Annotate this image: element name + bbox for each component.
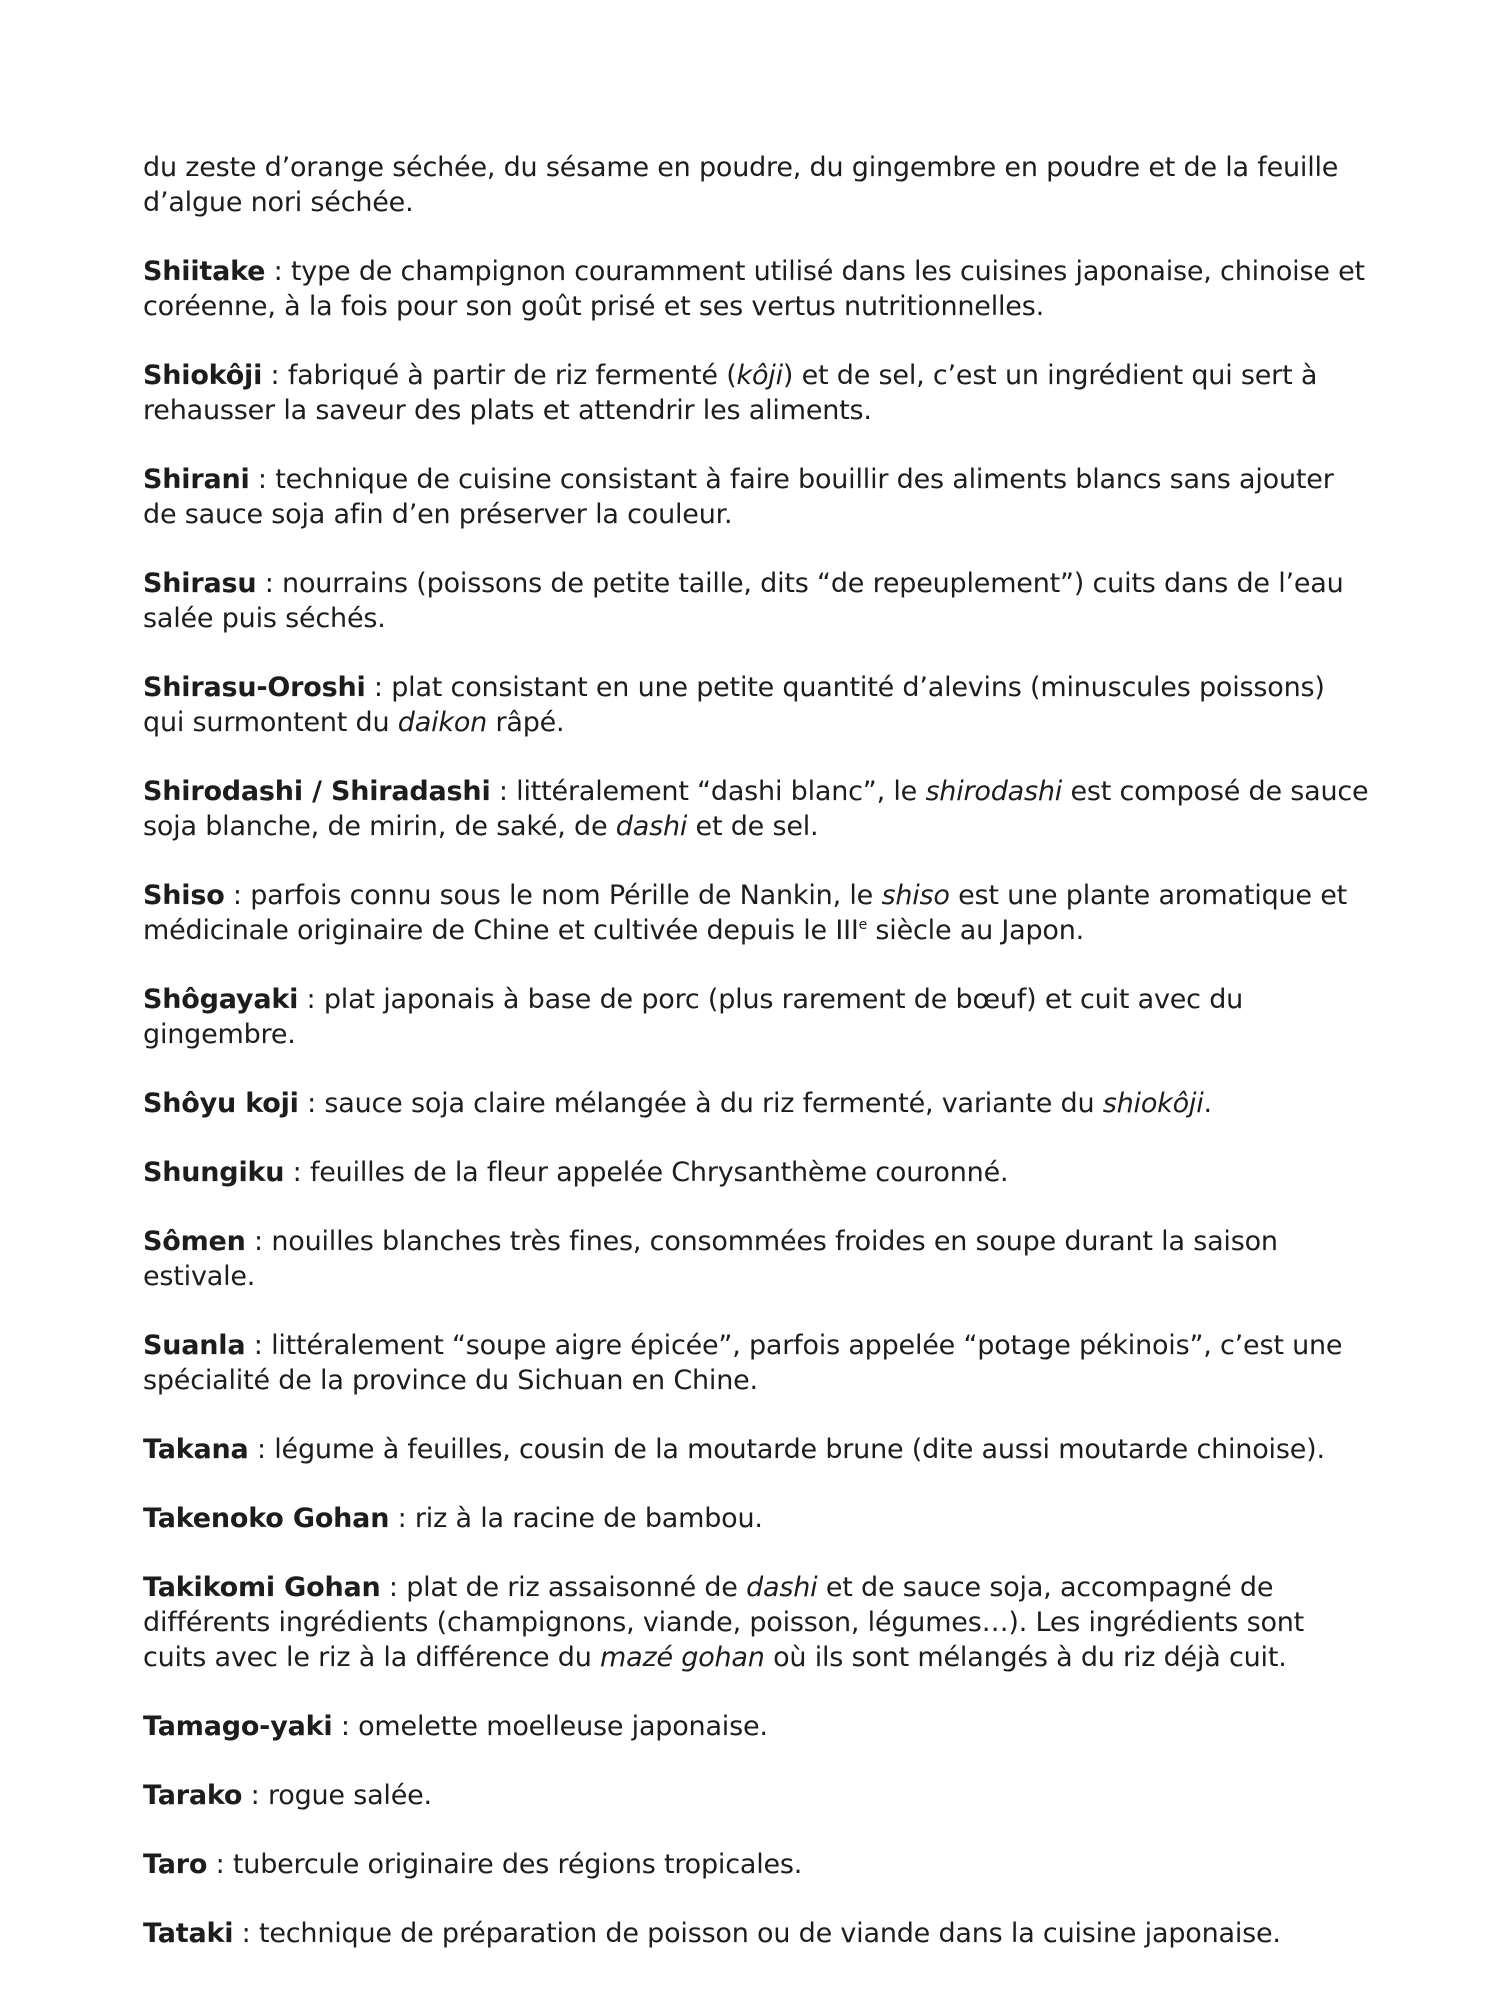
definition-text: sauce soja claire mélangée à du riz fermenté, variante du xyxy=(324,1088,1103,1119)
glossary-entry xyxy=(143,1432,1373,1467)
definition-text: type de champignon couramment utilisé dans les cuisines japonaise, chinoise et coréenne, à la fois pour son goût prisé et ses vertus nutritionnelles. xyxy=(143,256,1365,322)
glossary-entry xyxy=(143,254,1373,324)
term-separator: : xyxy=(207,1849,233,1880)
definition-text: shiokôji xyxy=(1102,1088,1204,1119)
definition-text: rogue salée. xyxy=(267,1780,432,1811)
definition-text: dashi xyxy=(615,811,688,842)
term-separator: : xyxy=(262,360,288,391)
glossary-term: Tamago-yaki xyxy=(143,1711,333,1742)
continuation-paragraph: du zeste d’orange séchée, du sésame en poudre, du gingembre en poudre et de la feuille d’algue nori séchée. xyxy=(143,152,1339,218)
glossary-entry xyxy=(143,982,1373,1052)
term-separator: : xyxy=(256,568,283,599)
glossary-entry xyxy=(143,878,1373,948)
glossary-entry xyxy=(143,1570,1373,1675)
glossary-entry xyxy=(143,1086,1373,1121)
definition-text: technique de préparation de poisson ou de viande dans la cuisine japonaise. xyxy=(258,1918,1281,1949)
glossary-entry xyxy=(143,1916,1373,1951)
definition-text: e xyxy=(858,917,868,933)
glossary-term: Takana xyxy=(143,1434,249,1465)
term-separator: : xyxy=(249,464,276,495)
term-separator: : xyxy=(245,1330,272,1361)
definition-text: et de sauce soja, accompagné de différents ingrédients (champignons, viande, poisson, légumes…). Les ingrédients sont cuits avec le riz à la différence du xyxy=(143,1572,1305,1673)
glossary-entry xyxy=(143,1709,1373,1744)
glossary-term: Shirasu xyxy=(143,568,257,599)
glossary-term: Takenoko Gohan xyxy=(143,1503,390,1534)
definition-text: où ils sont mélangés à du riz déjà cuit. xyxy=(764,1642,1287,1673)
glossary-term: Takikomi Gohan xyxy=(143,1572,381,1603)
definition-text: shirodashi xyxy=(925,776,1063,807)
glossary-term: Shirani xyxy=(143,464,250,495)
definition-text: ) et de sel, c’est un ingrédient qui sert à rehausser la saveur des plats et attendrir les aliments. xyxy=(143,360,1318,426)
term-separator: : xyxy=(284,1157,310,1188)
term-separator: : xyxy=(233,1918,259,1949)
definition-text: est composé de sauce soja blanche, de mirin, de saké, de xyxy=(143,776,1369,842)
glossary-term: Shirodashi / Shiradashi xyxy=(143,776,491,807)
definition-text: technique de cuisine consistant à faire bouillir des aliments blancs sans ajouter de sauce soja afin d’en préserver la couleur. xyxy=(143,464,1334,530)
term-separator: : xyxy=(248,1434,275,1465)
glossary-entry xyxy=(143,1501,1373,1536)
definition-text: plat de riz assaisonné de xyxy=(406,1572,747,1603)
glossary-entries xyxy=(143,254,1373,1951)
glossary-term: Shungiku xyxy=(143,1157,285,1188)
definition-text: râpé. xyxy=(487,707,565,738)
definition-text: plat japonais à base de porc (plus rarement de bœuf) et cuit avec du gingembre. xyxy=(143,984,1244,1050)
glossary-entry xyxy=(143,1778,1373,1813)
term-separator: : xyxy=(224,880,251,911)
term-separator: : xyxy=(298,1088,325,1119)
definition-text: est une plante aromatique et médicinale originaire de Chine et cultivée depuis le III xyxy=(143,880,1348,946)
term-separator: : xyxy=(389,1503,415,1534)
glossary-term: Shiso xyxy=(143,880,225,911)
definition-text: feuilles de la fleur appelée Chrysanthème couronné. xyxy=(309,1157,1009,1188)
term-separator: : xyxy=(365,672,392,703)
definition-text: et de sel. xyxy=(687,811,819,842)
definition-text: dashi xyxy=(746,1572,818,1603)
definition-text: shiso xyxy=(881,880,950,911)
glossary-term: Suanla xyxy=(143,1330,246,1361)
glossary-entry xyxy=(143,462,1373,532)
glossary-term: Tataki xyxy=(143,1918,234,1949)
term-separator: : xyxy=(242,1780,268,1811)
definition-text: légume à feuilles, cousin de la moutarde brune (dite aussi moutarde chinoise). xyxy=(274,1434,1325,1465)
glossary-entry xyxy=(143,1847,1373,1882)
definition-text: omelette moelleuse japonaise. xyxy=(358,1711,768,1742)
term-separator: : xyxy=(298,984,324,1015)
glossary-term: Tarako xyxy=(143,1780,243,1811)
glossary-entry xyxy=(143,1155,1373,1190)
definition-text: parfois connu sous le nom Pérille de Nankin, le xyxy=(250,880,882,911)
glossary-term: Shôgayaki xyxy=(143,984,299,1015)
definition-text: tubercule originaire des régions tropicales. xyxy=(232,1849,803,1880)
glossary-entry xyxy=(143,1328,1373,1398)
definition-text: . xyxy=(1203,1088,1212,1119)
definition-text: riz à la racine de bambou. xyxy=(414,1503,763,1534)
glossary-entry xyxy=(143,358,1373,428)
glossary-term: Shiokôji xyxy=(143,360,263,391)
glossary-term: Shiitake xyxy=(143,256,266,287)
definition-text: nourrains (poissons de petite taille, dits “de repeuplement”) cuits dans de l’eau salée puis séchés. xyxy=(143,568,1344,634)
glossary-term: Shirasu-Oroshi xyxy=(143,672,366,703)
glossary-term: Sômen xyxy=(143,1226,246,1257)
term-separator: : xyxy=(265,256,291,287)
glossary-entry xyxy=(143,566,1373,636)
term-separator: : xyxy=(245,1226,272,1257)
term-separator: : xyxy=(380,1572,407,1603)
glossary-term: Taro xyxy=(143,1849,208,1880)
definition-text: plat consistant en une petite quantité d’alevins (minuscules poissons) qui surmontent du xyxy=(143,672,1325,738)
glossary-page xyxy=(143,150,1373,1985)
glossary-entry xyxy=(143,774,1373,844)
glossary-entry xyxy=(143,670,1373,740)
definition-text: littéralement “soupe aigre épicée”, parfois appelée “potage pékinois”, c’est une spécialité de la province du Sichuan en Chine. xyxy=(143,1330,1343,1396)
glossary-term: Shôyu koji xyxy=(143,1088,299,1119)
term-separator: : xyxy=(490,776,517,807)
glossary-entry xyxy=(143,1224,1373,1294)
term-separator: : xyxy=(332,1711,359,1742)
definition-text: siècle au Japon. xyxy=(867,915,1085,946)
definition-text: nouilles blanches très fines, consommées froides en soupe durant la saison estivale. xyxy=(143,1226,1278,1292)
definition-text: daikon xyxy=(397,707,488,738)
definition-text: littéralement “dashi blanc”, le xyxy=(516,776,926,807)
definition-text: mazé gohan xyxy=(600,1642,765,1673)
definition-text: fabriqué à partir de riz fermenté ( xyxy=(287,360,737,391)
definition-text: kôji xyxy=(736,360,783,391)
